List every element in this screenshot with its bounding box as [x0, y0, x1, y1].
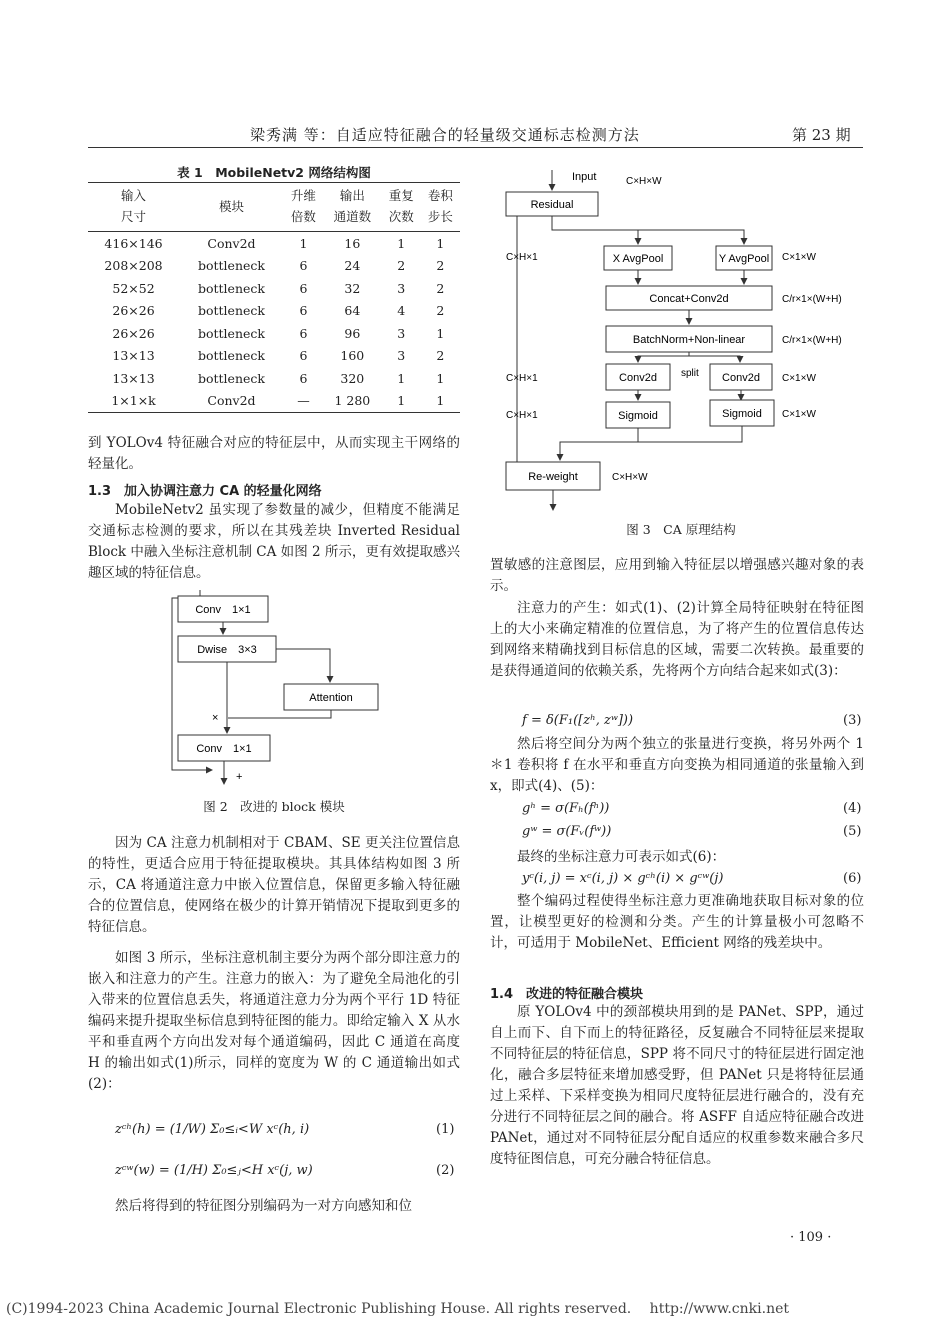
right-dim-2: C×1×W	[782, 373, 816, 384]
section-heading-1-4: 1.4 改进的特征融合模块	[490, 987, 644, 1002]
figure-3-caption: 图 3 CA 原理结构	[626, 522, 736, 537]
equation-3: f = δ(F₁([zʰ, zʷ]))	[522, 713, 634, 728]
paragraph-ca-embedding: 如图 3 所示，坐标注意机制主要分为两个部分即注意力的嵌入和注意力的产生。注意力的嵌入：为了避免全局池化的引入带来的位置信息丢失，将通道注意力分为两个平行 1D 特征编码来提升提取坐标信息到特征图的能力。即给定输入 X 从水平和垂直两个方向出发对每个通道编码，因此 C 通道在高度 H 的输出如式(1)所示，同样的宽度为 W 的 C 通道输出如式(2)：	[88, 950, 460, 1092]
figure-2-caption: 图 2 改进的 block 模块	[203, 799, 345, 814]
table-row: 208×208 bottleneck 6 24 2 2	[104, 258, 445, 274]
conv-top-label: Conv 1×1	[195, 604, 251, 616]
split-label: split	[681, 368, 699, 379]
equation-4: gʰ = σ(Fₕ(fʰ))	[522, 801, 610, 816]
paragraph-mobilenet: MobileNetv2 虽实现了参数量的减少，但精度不能满足交通标志检测的要求，所以在其残差块 Inverted Residual Block 中融入坐标注意机制 CA 如图 2 所示，更有效提取感兴趣区域的特征信息。	[88, 502, 460, 581]
left-dim-3: C×H×1	[506, 410, 538, 421]
left-dim-2: C×H×1	[506, 373, 538, 384]
multiply-symbol: ×	[212, 712, 219, 724]
col-header-output-channels: 输出 通道数	[323, 183, 382, 232]
attention-label: Attention	[309, 692, 353, 704]
col-header-stride: 卷积 步长	[421, 183, 460, 232]
col-header-module: 模块	[179, 183, 284, 232]
residual-label: Residual	[530, 199, 574, 211]
left-dim-1: C×H×1	[506, 252, 538, 263]
table-1-caption: 表 1 MobileNetv2 网络结构图	[177, 165, 371, 180]
table-1	[88, 182, 460, 413]
dwise-label: Dwise 3×3	[197, 644, 257, 656]
equation-1-number: (1)	[436, 1122, 455, 1137]
paragraph-feature-fusion: 原 YOLOv4 中的颈部模块用到的是 PANet、SPP，通过自上而下、自下而上的特征路径，反复融合不同特征层来提取不同特征层的特征信息，SPP 将不同尺寸的特征层进行固定池化，融合多层特征来增加感受野，但 PANet 只是将特征层通过上采样、下采样变换为相同尺度特征层进行融合的，没有充分进行不同特征层之间的融合。将 ASFF 自适应特征融合改进 PANet，通过对不同特征层分配自适应的权重参数来融合多尺度特征图信息，可充分融合特征信息。	[490, 1004, 864, 1167]
section-heading-1-3: 1.3 加入协调注意力 CA 的轻量化网络	[88, 484, 322, 499]
table-row: 52×52 bottleneck 6 32 3 2	[112, 280, 445, 296]
equation-1: zᶜʰ(h) = (1/W) Σ₀≤ᵢ<W xᶜ(h, i)	[115, 1122, 310, 1137]
equation-6-number: (6)	[843, 871, 862, 886]
paragraph-final-attention: 最终的坐标注意力可表示如式(6)：	[517, 849, 726, 865]
equation-2: zᶜʷ(w) = (1/H) Σ₀≤ⱼ<H xᶜ(j, w)	[115, 1163, 313, 1178]
equation-3-number: (3)	[843, 713, 862, 728]
sigmoid-left-label: Sigmoid	[618, 410, 658, 422]
running-header-title: 梁秀满 等：自适应特征融合的轻量级交通标志检测方法	[250, 126, 640, 144]
equation-4-number: (4)	[843, 801, 862, 816]
paragraph-ca-advantage: 因为 CA 注意力机制相对于 CBAM、SE 更关注位置信息的特性，更适合应用于特征提取模块。其具体结构如图 3 所示，CA 将通道注意力中嵌入位置信息，保留更多输入特征融合的位置信息，使网络在极少的计算开销情况下提取到更多的特征信息。	[88, 835, 460, 935]
col-header-repeat: 重复 次数	[382, 183, 421, 232]
equation-6: yᶜ(i, j) = xᶜ(i, j) × gᶜʰ(i) × gᶜʷ(j)	[522, 871, 724, 886]
paragraph-attention-map: 置敏感的注意图层，应用到输入特征层以增强感兴趣对象的表示。	[490, 557, 864, 594]
input-label: Input	[572, 171, 597, 183]
conv2d-right-label: Conv2d	[722, 372, 760, 384]
table-row: 13×13 bottleneck 6 320 1 1	[112, 370, 445, 386]
col-header-expansion: 升维 倍数	[284, 183, 323, 232]
col-header-input-size: 输入 尺寸	[88, 183, 179, 232]
input-dim-label: C×H×W	[626, 176, 662, 187]
conv2d-left-label: Conv2d	[619, 372, 657, 384]
figure-2-block-diagram	[160, 590, 390, 786]
table-header-row	[88, 183, 460, 232]
reweight-label: Re-weight	[528, 471, 578, 483]
paragraph-continuation: 到 YOLOv4 特征融合对应的特征层中，从而实现主干网络的轻量化。	[88, 435, 460, 472]
concat-dim-label: C/r×1×(W+H)	[782, 294, 842, 305]
copyright-footer: (C)1994-2023 China Academic Journal Electronic Publishing House. All rights reserved. http://www.cnki.net	[6, 1301, 790, 1317]
plus-symbol: +	[236, 771, 243, 783]
page-number: · 109 ·	[790, 1230, 832, 1245]
paragraph-tensor-transform: 然后将空间分为两个独立的张量进行变换，将另外两个 1＊1 卷积将 f 在水平和垂直方向变换为相同通道的张量输入到 x，即式(4)、(5)：	[490, 736, 864, 794]
paragraph-attention-generation: 注意力的产生：如式(1)、(2)计算全局特征映射在特征图上的大小来确定精准的位置信息，为了将产生的位置信息传达到网络来精确找到目标信息的区域，需要二次转换。最重要的是获得通道间的依赖关系，先将两个方向结合起来如式(3)：	[490, 600, 864, 679]
table-row: 26×26 bottleneck 6 96 3 1	[112, 325, 445, 341]
equation-5: gʷ = σ(Fᵥ(fʷ))	[522, 824, 612, 839]
table-row: 26×26 bottleneck 6 64 4 2	[112, 303, 445, 319]
header-rule	[88, 147, 863, 148]
x-avgpool-label: X AvgPool	[612, 253, 664, 265]
equation-2-number: (2)	[436, 1163, 455, 1178]
right-dim-3: C×1×W	[782, 409, 816, 420]
reweight-dim-label: C×H×W	[612, 472, 648, 483]
paragraph-encoding: 然后将得到的特征图分别编码为一对方向感知和位	[115, 1198, 412, 1214]
table-row: 416×146 Conv2d 1 16 1 1	[104, 235, 445, 251]
equation-5-number: (5)	[843, 824, 862, 839]
right-dim-1: C×1×W	[782, 252, 816, 263]
issue-number: 第 23 期	[792, 126, 851, 144]
sigmoid-right-label: Sigmoid	[722, 408, 762, 420]
batchnorm-label: BatchNorm+Non-linear	[632, 334, 746, 346]
bn-dim-label: C/r×1×(W+H)	[782, 335, 842, 346]
table-row: 13×13 bottleneck 6 160 3 2	[112, 348, 445, 364]
concat-conv2d-label: Concat+Conv2d	[649, 293, 729, 305]
paragraph-encoding-summary: 整个编码过程使得坐标注意力更准确地获取目标对象的位置，让模型更好的检测和分类。产生的计算量极小可忽略不计，可适用于 MobileNet、Efficient 网络的残差块中。	[490, 893, 864, 951]
table-row: 1×1×k Conv2d — 1 280 1 1	[88, 390, 460, 413]
figure-3-ca-structure	[496, 162, 866, 514]
conv-bottom-label: Conv 1×1	[196, 743, 252, 755]
y-avgpool-label: Y AvgPool	[718, 253, 770, 265]
